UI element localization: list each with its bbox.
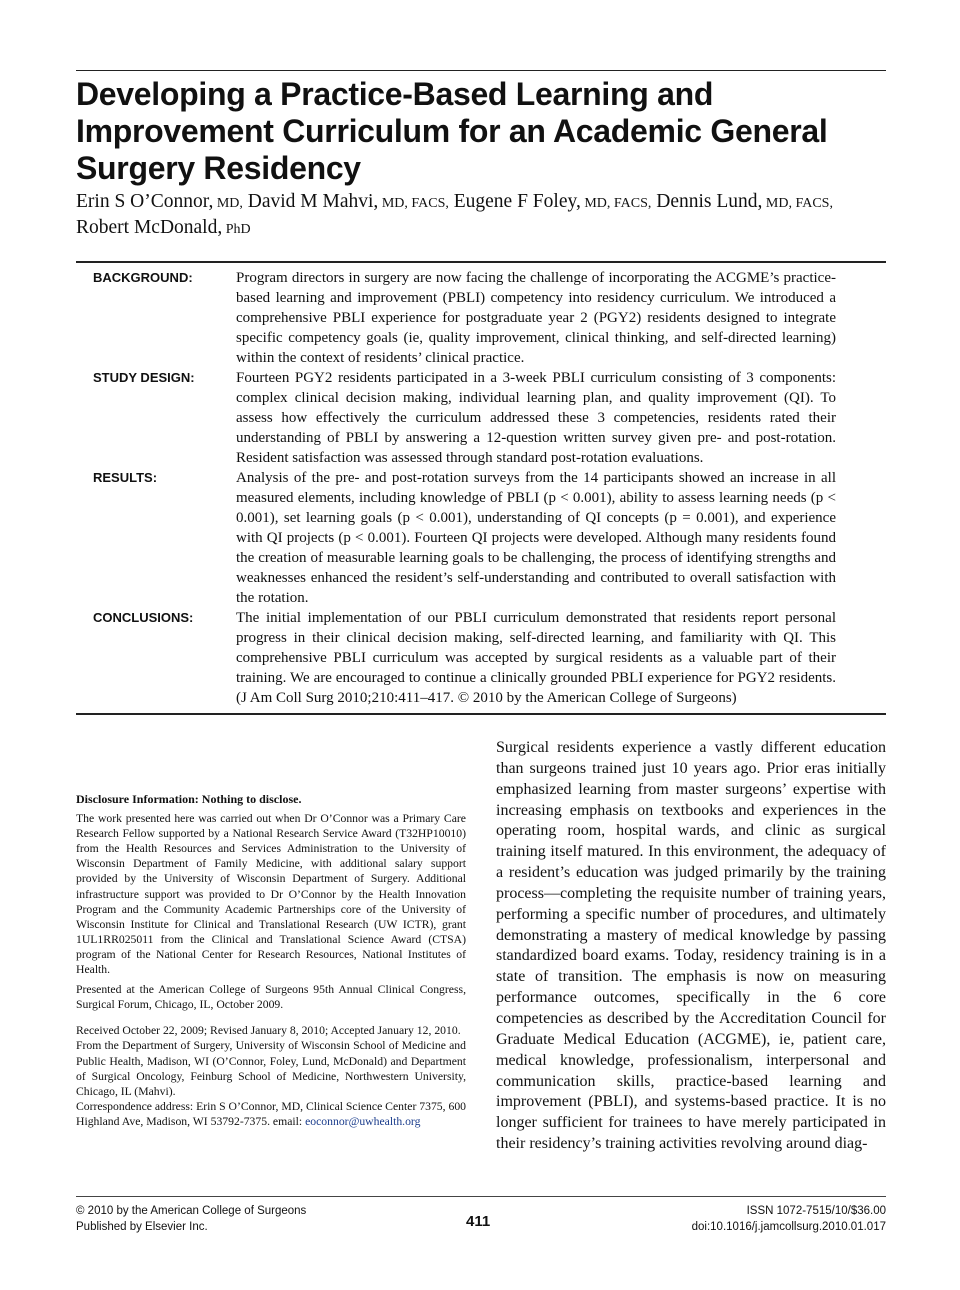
abstract-label: STUDY DESIGN: (93, 370, 195, 385)
email-link[interactable]: eoconnor@uwhealth.org (305, 1114, 421, 1128)
author-list (76, 190, 881, 242)
doi-line: doi:10.1016/j.jamcollsurg.2010.01.017 (691, 1221, 886, 1233)
abstract-top-rule (76, 261, 886, 263)
received-note: Received October 22, 2009; Revised January 8, 2010; Accepted January 12, 2010. (76, 1024, 461, 1038)
page-number: 411 (466, 1213, 491, 1230)
abstract-section-results (76, 468, 886, 608)
publisher-line: Published by Elsevier Inc. (76, 1221, 208, 1233)
abstract-text: Fourteen PGY2 residents participated in a 3-week PBLI curriculum consisting of 3 components: complex clinical decision making, individual learning plan, and quality improvement (QI). To assess how effectively the curriculum addressed these 3 competencies, residents rated their understanding of PBLI by answering a 12-question written survey given pre- and post-rotation. Resident satisfaction was assessed through standard post-rotation evaluations. (236, 370, 836, 466)
disclosure-note: Disclosure Information: Nothing to disclose. (76, 792, 302, 806)
abstract-text: Program directors in surgery are now facing the challenge of incorporating the ACGME’s practice-based learning and improvement (PBLI) competency into residency curriculum. We introduced a comprehensive PBLI experience for postgraduate year 2 (PGY2) residents designed to integrate specific competency goals (ie, quality improvement, clinical thinking, and self-directed learning) within the context of residents’ clinical practice. (236, 270, 836, 366)
abstract-label: RESULTS: (93, 470, 158, 485)
abstract-bottom-rule (76, 713, 886, 715)
abstract-label: BACKGROUND: (93, 270, 193, 285)
abstract-section-study-design (76, 368, 886, 468)
affiliation-note: From the Department of Surgery, University of Wisconsin School of Medicine and Public Health, Madison, WI (O’Connor, Foley, Lund, McDonald) and Department of Surgical Oncology, Feinburg School of Medicine, Northwestern University, Chicago, IL (Mahvi). (76, 1039, 466, 1098)
funding-note: The work presented here was carried out when Dr O’Connor was a Primary Care Research Fellow supported by a National Research Service Award (T32HP10010) from the Health Resources and Services Administration to the University of Wisconsin Department of Family Medicine, with additional salary support provided by the University of Wisconsin Department of Surgery. Additional infrastructure support was provided to Dr O’Connor by the Health Innovation Program and the Community Academic Partnerships core of the University of Wisconsin Institute for Clinical and Translational Research (UW ICTR), grant 1UL1RR025011 from the Clinical and Translational Science Award (CTSA) program of the National Center for Research Resources, National Institutes of Health. (76, 812, 466, 977)
abstract-label: CONCLUSIONS: (93, 610, 194, 625)
copyright-line: © 2010 by the American College of Surgeons (76, 1205, 307, 1217)
issn-line: ISSN 1072-7515/10/$36.00 (746, 1205, 886, 1217)
footer-rule (76, 1196, 886, 1197)
abstract-section-conclusions (76, 608, 886, 708)
footer-right (692, 1203, 886, 1235)
author-4: Dennis Lund, MD, FACS, (651, 191, 833, 212)
abstract-section-background (76, 268, 886, 368)
author-2: David M Mahvi, MD, FACS, (242, 191, 449, 212)
abstract-text: The initial implementation of our PBLI curriculum demonstrated that residents report personal progress in their clinical decision making, self-directed learning, and familiarity with QI. This comprehensive PBLI curriculum was accepted by surgical residents as a valuable part of their training. We are encouraged to continue a clinically grounded PBLI experience for PGY2 residents. (J Am Coll Surg 2010;210:411–417. © 2010 by the American College of Surgeons) (236, 610, 836, 706)
article-title: Developing a Practice-Based Learning and Improvement Curriculum for an Academic General Surgery Residency (76, 76, 828, 186)
author-3: Eugene F Foley, MD, FACS, (448, 191, 652, 212)
body-text: Surgical residents experience a vastly different education than surgeons trained just 10 years ago. Prior eras initially emphasized learning from master surgeons’ expertise with increasing emphasis on textbooks and experiences in the operating room, hospital wards, and clinic as surgical training itself matured. In this environment, the adequacy of a resident’s education was judged primarily by the training process—completing the requisite number of training years, performing a specific number of procedures, and ultimately demonstrating a mastery of medical knowledge by passing standardized board exams. Today, residency training is in a state of transition. The emphasis is now on measuring performance outcomes, specifically in the 6 core competencies as described by the Accreditation Council for Graduate Medical Education (ACGME), ie, patient care, medical knowledge, professionalism, interpersonal and communication skills, practice-based learning and improvement (PBLI), and systems-based practice. It is no longer sufficient for trainees to have merely participated in their residency’s training activities revolving around diag- (496, 739, 886, 1153)
correspondence-note: Correspondence address: Erin S O’Connor, MD, Clinical Science Center 7375, 600 Highland Ave, Madison, WI 53792-7375. email: eoconnor@uwhealth.org (76, 1099, 467, 1128)
author-5: Robert McDonald, PhD (76, 217, 251, 238)
abstract-text: Analysis of the pre- and post-rotation surveys from the 14 participants showed an increase in all measured elements, including knowledge of PBLI (p < 0.001), ability to assess learning needs (p < 0.001), set learning goals (p < 0.001), understanding of QI concepts (p = 0.001), and experience with QI projects (p < 0.001). Fourteen QI projects were developed. Although many residents found the creation of measurable learning goals to be challenging, the process of identifying strengths and weaknesses enhanced the resident’s self-understanding and contributed to overall satisfaction with the rotation. (236, 470, 836, 606)
author-1: Erin S O’Connor, MD, (76, 191, 243, 212)
top-rule (76, 70, 886, 71)
presented-note: Presented at the American College of Surgeons 95th Annual Clinical Congress, Surgical Forum, Chicago, IL, October 2009. (76, 983, 466, 1012)
footer-left (76, 1203, 306, 1235)
abstract (76, 268, 886, 708)
footnotes (76, 792, 466, 1129)
